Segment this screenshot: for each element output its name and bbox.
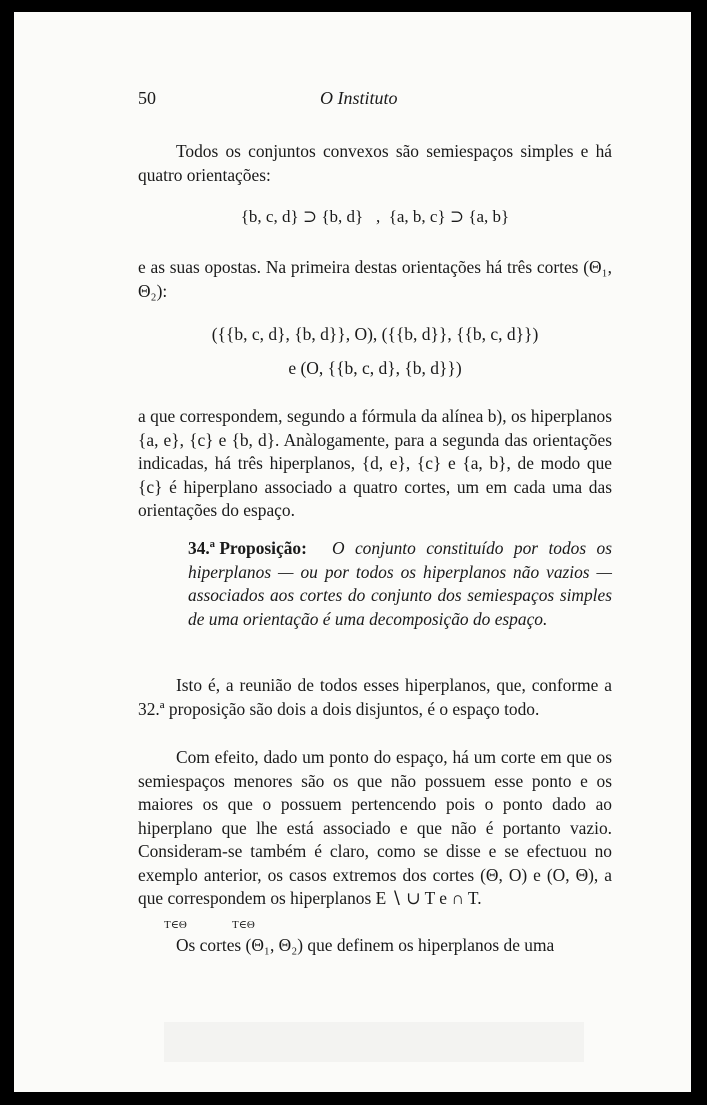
proposition-label: Proposição: (219, 538, 307, 558)
book-page (14, 12, 691, 1092)
proposition-number: 34.ª (188, 538, 215, 558)
bleed-through-shadow (164, 1022, 584, 1062)
proposition-text: O conjunto constituído por todos os hiperplanos — ou por todos os hiperplanos não vazios — associados aos cortes do conjunto dos semiespaços simples de uma orientação é uma decomposição do espaço. (188, 538, 612, 629)
subscript-union: T∈Θ (164, 919, 187, 931)
journal-title: O Instituto (320, 88, 398, 108)
paragraph-proof: Com efeito, dado um ponto do espaço, há um corte em que os semiespaços menores são os que não possuem esse ponto e os maiores os que o possuem pertencendo pois o ponto dado ao hiperplano que lhe está associado e que não é portanto vazio. Consideram-se também é claro, como se disse e se efectuou no exemplo anterior, os casos extremos dos cortes (Θ, O) e (O, Θ), a que correspondem os hiperplanos E ∖ ∪ T e ∩ T. (138, 747, 612, 908)
subscript-intersection: T∈Θ (232, 919, 255, 931)
paragraph-intro: Todos os conjuntos convexos são semiespaços simples e há quatro orientações: (138, 141, 612, 185)
running-head (138, 88, 618, 110)
paragraph-final: Os cortes (Θ₁, Θ₂) que definem os hiperplanos de uma (176, 935, 555, 955)
page-number: 50 (138, 88, 156, 108)
paragraph-reunion: Isto é, a reunião de todos esses hiperplanos, que, conforme a 32.ª proposição são dois a dois disjuntos, é o espaço todo. (138, 675, 612, 719)
paragraph-hyperplanes: a que correspondem, segundo a fórmula da alínea b), os hiperplanos {a, e}, {c} e {b, d}. Anàlogamente, para a segunda das orientações indicadas, há três hiperplanos, {d, e}, {c} e {a, b}, de modo que {c} é hiperplano associado a quatro cortes, um em cada uma das orientações do espaço. (138, 406, 612, 520)
paragraph-cuts: e as suas opostas. Na primeira destas orientações há três cortes (Θ₁, Θ₂): (138, 257, 612, 301)
formula-cuts-1: ({{b, c, d}, {b, d}}, O), ({{b, d}}, {{b, c, d}}) (211, 324, 539, 344)
formula-cuts-2: e (O, {{b, c, d}, {b, d}}) (288, 358, 462, 378)
proposition-heading (188, 537, 307, 561)
formula-orientations: {b, c, d} ⊃ {b, d} , {a, b, c} ⊃ {a, b} (240, 207, 510, 226)
